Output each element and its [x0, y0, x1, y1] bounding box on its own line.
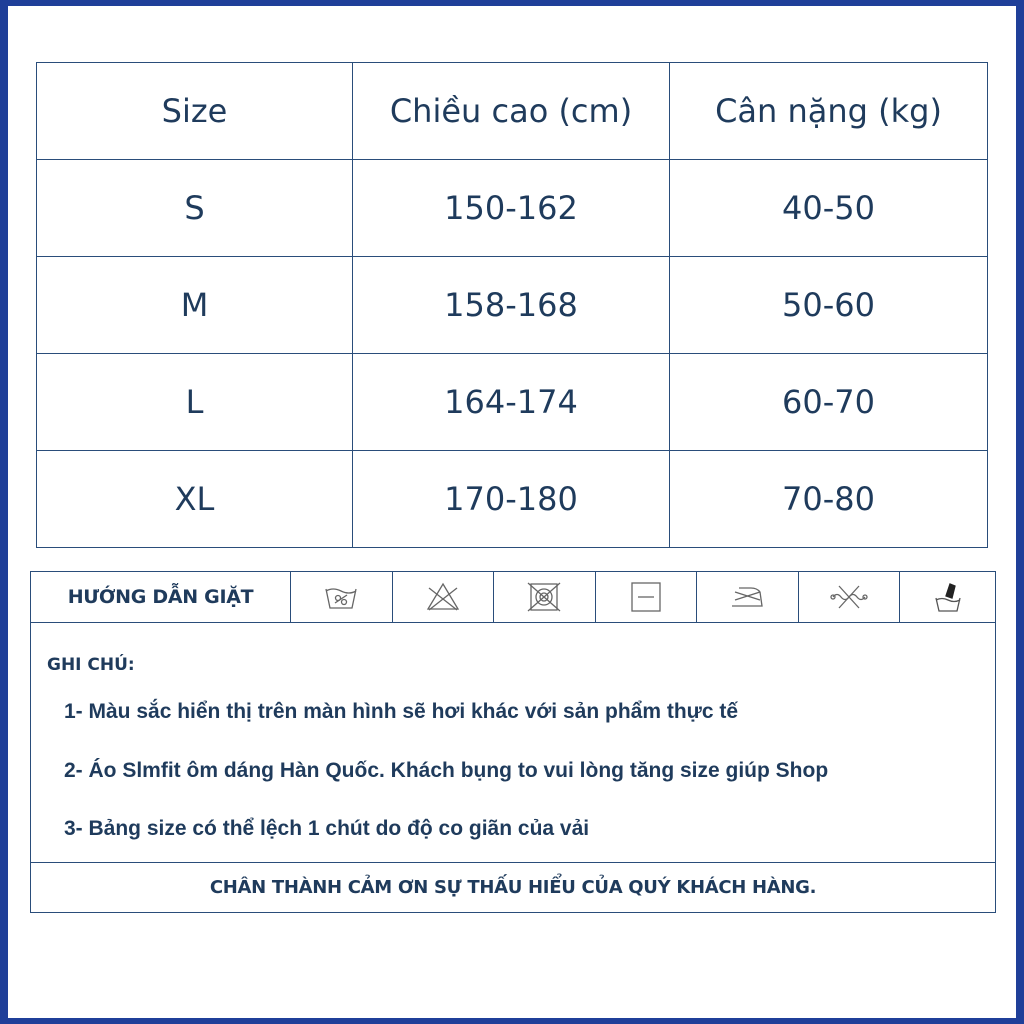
size-cell: L	[37, 354, 353, 451]
hand-wash-icon	[291, 572, 393, 622]
weight-cell: 40-50	[670, 160, 988, 257]
size-chart-table	[36, 62, 988, 548]
notes-section	[31, 623, 995, 863]
weight-cell: 70-80	[670, 451, 988, 548]
table-row	[37, 354, 988, 451]
note-line: 1- Màu sắc hiển thị trên màn hình sẽ hơi khác với sản phẩm thực tế	[64, 700, 739, 723]
washing-instructions-title: HƯỚNG DẪN GIẶT	[31, 572, 291, 622]
weight-cell: 50-60	[670, 257, 988, 354]
note-line: 2- Áo Slmfit ôm dáng Hàn Quốc. Khách bụng to vui lòng tăng size giúp Shop	[64, 759, 829, 782]
dry-flat-icon	[596, 572, 698, 622]
table-header-row	[37, 63, 988, 160]
weight-cell: 60-70	[670, 354, 988, 451]
hand-wash-tub-icon	[900, 572, 995, 622]
table-row	[37, 451, 988, 548]
care-notes-box	[30, 571, 996, 913]
height-cell: 170-180	[353, 451, 670, 548]
note-line: 3- Bảng size có thể lệch 1 chút do độ co giãn của vải	[64, 817, 590, 840]
no-tumble-dry-icon	[494, 572, 596, 622]
size-cell: S	[37, 160, 353, 257]
no-bleach-icon	[393, 572, 495, 622]
iron-low-icon	[697, 572, 799, 622]
washing-instructions-row	[31, 572, 995, 623]
table-row	[37, 160, 988, 257]
height-cell: 158-168	[353, 257, 670, 354]
table-row	[37, 257, 988, 354]
size-cell: M	[37, 257, 353, 354]
header-weight: Cân nặng (kg)	[670, 63, 988, 160]
thank-you-message: CHÂN THÀNH CẢM ƠN SỰ THẤU HIỂU CỦA QUÝ KHÁCH HÀNG.	[209, 877, 817, 898]
height-cell: 150-162	[353, 160, 670, 257]
no-wring-icon	[799, 572, 901, 622]
height-cell: 164-174	[353, 354, 670, 451]
size-cell: XL	[37, 451, 353, 548]
header-size: Size	[37, 63, 353, 160]
header-height: Chiều cao (cm)	[353, 63, 670, 160]
notes-title: GHI CHÚ:	[47, 655, 135, 675]
